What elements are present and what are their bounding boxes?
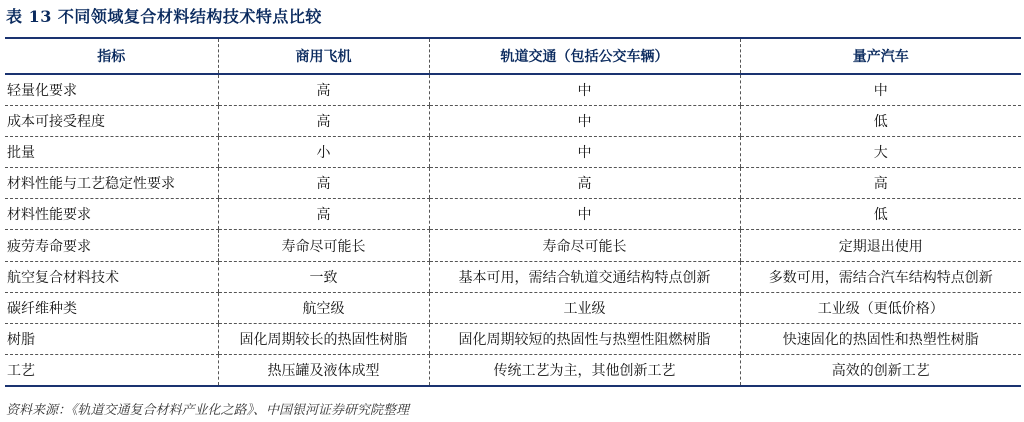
header-mass-production-car: 量产汽车 [740,38,1021,74]
table-row [5,230,1021,261]
table-row [5,74,1021,105]
value-cell: 工业级（更低价格） [740,292,1021,323]
value-cell: 定期退出使用 [740,230,1021,261]
value-cell: 一致 [218,261,429,292]
row-label-cell: 疲劳寿命要求 [5,230,218,261]
value-cell: 高 [740,168,1021,199]
comparison-table [5,37,1021,387]
header-rail-transit: 轨道交通（包括公交车辆） [429,38,740,74]
value-cell: 快速固化的热固性和热塑性树脂 [740,324,1021,355]
table-row [5,355,1021,386]
value-cell: 中 [429,136,740,167]
header-indicator: 指标 [5,38,218,74]
value-cell: 高效的创新工艺 [740,355,1021,386]
table-title: 表 13 不同领域复合材料结构技术特点比较 [6,7,322,26]
row-label-cell: 碳纤维种类 [5,292,218,323]
value-cell: 寿命尽可能长 [429,230,740,261]
row-label-cell: 材料性能要求 [5,199,218,230]
row-label-cell: 轻量化要求 [5,74,218,105]
value-cell: 低 [740,199,1021,230]
table-row [5,105,1021,136]
value-cell: 低 [740,105,1021,136]
value-cell: 基本可用，需结合轨道交通结构特点创新 [429,261,740,292]
table-row [5,168,1021,199]
value-cell: 高 [218,168,429,199]
table-row [5,324,1021,355]
row-label-cell: 成本可接受程度 [5,105,218,136]
row-label-cell: 树脂 [5,324,218,355]
value-cell: 高 [429,168,740,199]
row-label-cell: 批量 [5,136,218,167]
value-cell: 中 [429,105,740,136]
value-cell: 固化周期较长的热固性树脂 [218,324,429,355]
table-row [5,292,1021,323]
source-note: 资料来源：《轨道交通复合材料产业化之路》、中国银河证券研究院整理 [6,403,410,418]
value-cell: 热压罐及液体成型 [218,355,429,386]
value-cell: 大 [740,136,1021,167]
value-cell: 中 [429,74,740,105]
value-cell: 寿命尽可能长 [218,230,429,261]
table-row [5,199,1021,230]
row-label-cell: 材料性能与工艺稳定性要求 [5,168,218,199]
value-cell: 高 [218,105,429,136]
header-row [5,38,1021,74]
row-label-cell: 工艺 [5,355,218,386]
value-cell: 工业级 [429,292,740,323]
row-label-cell: 航空复合材料技术 [5,261,218,292]
value-cell: 多数可用，需结合汽车结构特点创新 [740,261,1021,292]
value-cell: 中 [740,74,1021,105]
value-cell: 高 [218,74,429,105]
table-row [5,261,1021,292]
value-cell: 固化周期较短的热固性与热塑性阻燃树脂 [429,324,740,355]
value-cell: 传统工艺为主，其他创新工艺 [429,355,740,386]
table-row [5,136,1021,167]
value-cell: 高 [218,199,429,230]
value-cell: 航空级 [218,292,429,323]
value-cell: 中 [429,199,740,230]
header-commercial-aircraft: 商用飞机 [218,38,429,74]
value-cell: 小 [218,136,429,167]
